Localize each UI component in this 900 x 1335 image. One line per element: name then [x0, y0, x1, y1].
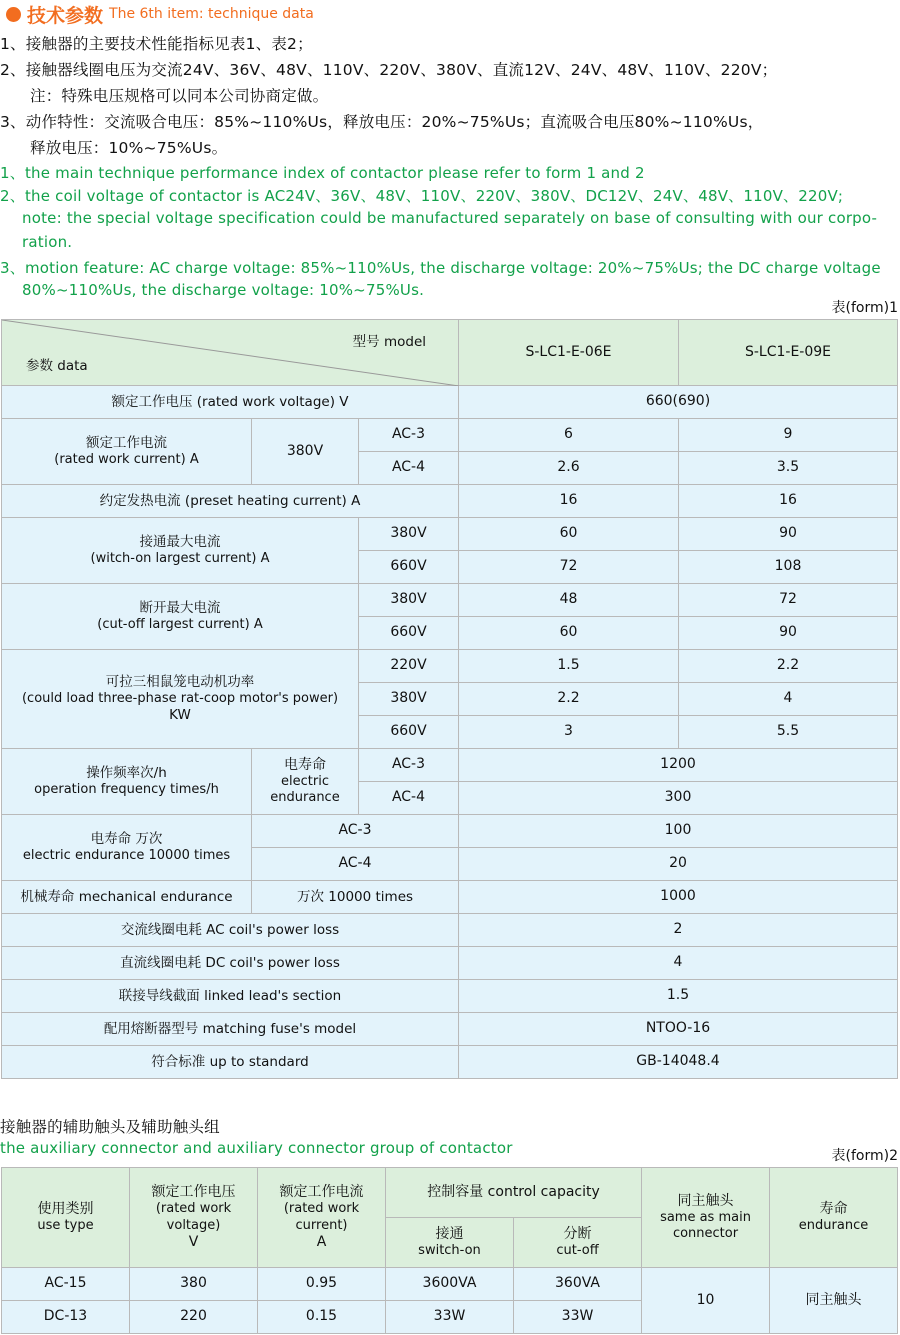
bullet-dot-icon	[6, 7, 21, 22]
table-cell: 2	[459, 914, 898, 947]
fuse-label: 配用熔断器型号 matching fuse's model	[2, 1013, 459, 1046]
table-cell: 1.5	[459, 980, 898, 1013]
h-off-cn: 分断	[563, 1225, 592, 1242]
table-cell: GB-14048.4	[459, 1046, 898, 1079]
voltage-cell: 660V	[359, 617, 459, 650]
life-value: 同主触头	[770, 1268, 898, 1334]
model-1: S-LC1-E-06E	[459, 320, 679, 386]
form2-title-en: the auxiliary connector and auxiliary connector group of contactor	[0, 1139, 513, 1157]
h-curr-en2: current)	[295, 1217, 348, 1233]
table-cell: 100	[459, 815, 898, 848]
h-use-en: use type	[37, 1218, 94, 1234]
standard-label: 符合标准 up to standard	[2, 1046, 459, 1079]
table-cell: 9	[679, 419, 898, 452]
h-volt-en2: voltage)	[166, 1217, 221, 1233]
rated-voltage-value: 660(690)	[459, 386, 898, 419]
table-cell: 3	[459, 716, 679, 749]
table-cell: 4	[679, 683, 898, 716]
section-header	[6, 2, 314, 26]
table-cell: 48	[459, 584, 679, 617]
table-cell: NTOO-16	[459, 1013, 898, 1046]
intro-cn-4: 3、动作特性：交流吸合电压：85%~110%Us，释放电压：20%~75%Us；直流吸合电压80%~110%Us，	[0, 113, 764, 131]
heating-current-label: 约定发热电流 (preset heating current) A	[2, 485, 459, 518]
motor-power-label-en: (could load three-phase rat-coop motor's power)	[21, 690, 339, 706]
intro-en-6: 80%~110%Us, the discharge voltage: 10%~75%Us.	[22, 281, 425, 299]
intro-cn-5: 释放电压：10%~75%Us。	[30, 139, 228, 157]
table-cell: 5.5	[679, 716, 898, 749]
intro-en-2: 2、the coil voltage of contactor is AC24V、36V、48V、110V、220V、380V、DC12V、24V、48V、110V、220V;	[0, 187, 844, 205]
h-on-en: switch-on	[418, 1243, 481, 1259]
rated-current-label-cn: 额定工作电流	[86, 434, 167, 451]
table-cell: 1200	[459, 749, 898, 782]
form2-label: 表(form)2	[831, 1148, 898, 1164]
cut-off-label	[2, 584, 359, 650]
h-use	[2, 1168, 130, 1268]
voltage-cell: 380V	[359, 518, 459, 551]
elec-endurance-label-en: electric endurance 10000 times	[22, 847, 231, 863]
table-cell: 2.2	[679, 650, 898, 683]
table-cell: 1.5	[459, 650, 679, 683]
switch-on-label-cn: 接通最大电流	[139, 533, 221, 550]
voltage-cell: 380V	[359, 584, 459, 617]
table-cell: 33W	[386, 1301, 514, 1334]
h-volt	[130, 1168, 258, 1268]
motor-power-label	[2, 650, 359, 749]
table-cell: 0.15	[258, 1301, 386, 1334]
h-same-en2: connector	[672, 1226, 739, 1242]
table-cell: 6	[459, 419, 679, 452]
table-cell: 90	[679, 518, 898, 551]
h-curr-cn: 额定工作电流	[279, 1183, 364, 1200]
rated-current-cat: AC-4	[359, 452, 459, 485]
op-freq-sub-en1: electric	[281, 774, 329, 789]
h-use-cn: 使用类别	[37, 1200, 94, 1217]
h-on	[386, 1218, 514, 1268]
table-cell: 4	[459, 947, 898, 980]
form1-label: 表(form)1	[831, 300, 898, 316]
cat-cell: AC-3	[359, 749, 459, 782]
table-cell: 1000	[459, 881, 898, 914]
voltage-cell: 660V	[359, 551, 459, 584]
h-curr	[258, 1168, 386, 1268]
table-cell: 108	[679, 551, 898, 584]
form2-table	[1, 1167, 898, 1334]
intro-cn-3: 注：特殊电压规格可以同本公司协商定做。	[30, 87, 329, 105]
h-same	[642, 1168, 770, 1268]
voltage-cell: 380V	[359, 683, 459, 716]
cut-off-label-en: (cut-off largest current) A	[97, 616, 263, 632]
motor-power-unit: KW	[169, 707, 191, 724]
table-cell: 60	[459, 518, 679, 551]
table-cell: 380	[130, 1268, 258, 1301]
mech-endurance-label: 机械寿命 mechanical endurance	[2, 881, 252, 914]
table-cell: 220	[130, 1301, 258, 1334]
table-cell: 72	[679, 584, 898, 617]
table-cell: 16	[679, 485, 898, 518]
table-cell: 16	[459, 485, 679, 518]
rated-current-voltage: 380V	[252, 419, 359, 485]
cat-cell: AC-3	[252, 815, 459, 848]
op-freq-label	[2, 749, 252, 815]
intro-cn-2: 2、接触器线圈电压为交流24V、36V、48V、110V、220V、380V、直流12V、24V、48V、110V、220V；	[0, 61, 778, 79]
rated-current-label-en: (rated work current) A	[54, 451, 199, 467]
table-cell: 300	[459, 782, 898, 815]
section-title-cn: 技术参数	[27, 4, 104, 27]
table-cell: 33W	[514, 1301, 642, 1334]
switch-on-label-en: (witch-on largest current) A	[90, 550, 270, 566]
h-curr-unit: A	[316, 1233, 327, 1250]
table-cell: 3600VA	[386, 1268, 514, 1301]
header-diagonal-cell	[2, 320, 459, 386]
h-off-en: cut-off	[556, 1243, 599, 1259]
op-freq-sub-cn: 电寿命	[284, 756, 326, 773]
rated-current-label	[2, 419, 252, 485]
form2-title-cn: 接触器的辅助触头及辅助触头组	[0, 1118, 220, 1136]
h-life-en: endurance	[798, 1218, 869, 1234]
voltage-cell: 220V	[359, 650, 459, 683]
elec-endurance-label-cn: 电寿命 万次	[90, 830, 163, 847]
cat-cell: AC-4	[252, 848, 459, 881]
table-cell: 20	[459, 848, 898, 881]
h-volt-cn: 额定工作电压	[151, 1183, 236, 1200]
intro-en-4: ration.	[22, 233, 73, 251]
same-value: 10	[642, 1268, 770, 1334]
rated-current-cat: AC-3	[359, 419, 459, 452]
table-cell: 2.2	[459, 683, 679, 716]
section-title-en: The 6th item: technique data	[109, 6, 314, 22]
table-cell: 2.6	[459, 452, 679, 485]
h-curr-en1: (rated work	[283, 1201, 360, 1217]
voltage-cell: 660V	[359, 716, 459, 749]
h-volt-unit: V	[188, 1233, 199, 1250]
switch-on-label	[2, 518, 359, 584]
ac-loss-label: 交流线圈电耗 AC coil's power loss	[2, 914, 459, 947]
motor-power-label-cn: 可拉三相鼠笼电动机功率	[105, 674, 255, 690]
cut-off-label-cn: 断开最大电流	[139, 599, 221, 616]
op-freq-sub	[252, 749, 359, 815]
op-freq-sub-en2: endurance	[270, 790, 340, 806]
rated-voltage-label: 额定工作电压 (rated work voltage) V	[2, 386, 459, 419]
h-same-en1: same as main	[660, 1210, 751, 1225]
mech-endurance-unit: 万次 10000 times	[252, 881, 459, 914]
intro-en-1: 1、the main technique performance index of contactor please refer to form 1 and 2	[0, 164, 645, 182]
header-model: 型号 model	[352, 334, 426, 350]
table-cell: AC-15	[2, 1268, 130, 1301]
table-cell: 360VA	[514, 1268, 642, 1301]
h-life	[770, 1168, 898, 1268]
model-2: S-LC1-E-09E	[679, 320, 898, 386]
h-cap: 控制容量 control capacity	[386, 1168, 642, 1218]
table-cell: 0.95	[258, 1268, 386, 1301]
h-volt-en1: (rated work	[155, 1201, 232, 1217]
header-param: 参数 data	[26, 358, 88, 375]
form1-table	[1, 319, 898, 1079]
h-life-cn: 寿命	[819, 1200, 848, 1217]
h-off	[514, 1218, 642, 1268]
h-on-cn: 接通	[435, 1225, 464, 1242]
elec-endurance-label	[2, 815, 252, 881]
dc-loss-label: 直流线圈电耗 DC coil's power loss	[2, 947, 459, 980]
table-cell: 72	[459, 551, 679, 584]
intro-en-5: 3、motion feature: AC charge voltage: 85%~110%Us, the discharge voltage: 20%~75%Us; the DC charge voltage	[0, 259, 881, 277]
intro-en-3: note: the special voltage specification could be manufactured separately on base of consulting with our corpo-	[22, 209, 878, 227]
table-cell: 60	[459, 617, 679, 650]
table-cell: 90	[679, 617, 898, 650]
lead-section-label: 联接导线截面 linked lead's section	[2, 980, 459, 1013]
h-same-cn: 同主触头	[677, 1192, 734, 1209]
intro-cn-1: 1、接触器的主要技术性能指标见表1、表2；	[0, 35, 313, 53]
op-freq-label-en: operation frequency times/h	[34, 781, 219, 797]
diagonal-line	[2, 320, 459, 386]
table-cell: 3.5	[679, 452, 898, 485]
cat-cell: AC-4	[359, 782, 459, 815]
table-cell: DC-13	[2, 1301, 130, 1334]
op-freq-label-cn: 操作频率次/h	[86, 764, 167, 781]
